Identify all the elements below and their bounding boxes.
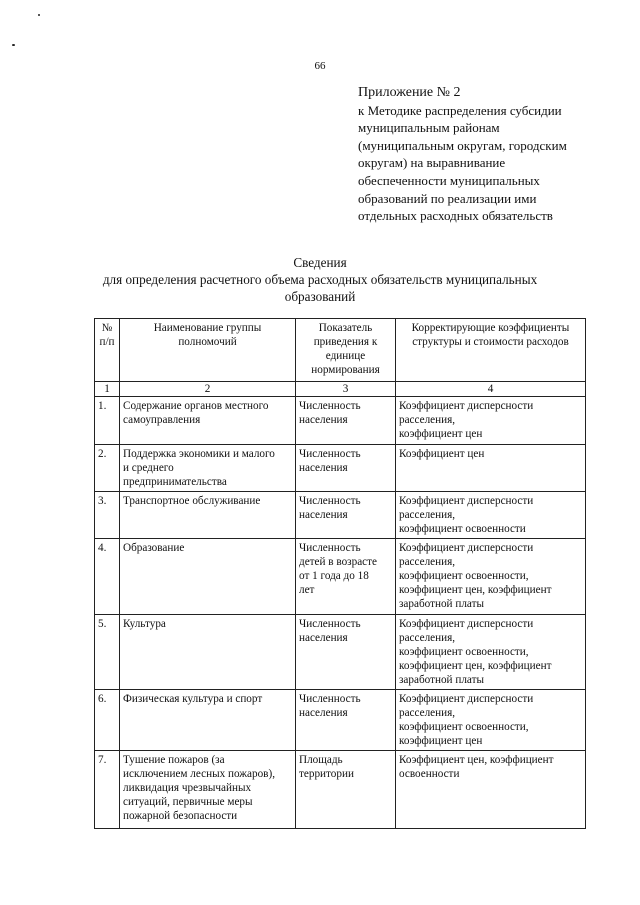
column-number: 1 bbox=[95, 382, 120, 397]
row-indicator: Численность детей в возрасте от 1 года до 18 лет bbox=[296, 539, 396, 615]
header-coefficients: Корректирующие коэффициенты структуры и стоимости расходов bbox=[396, 319, 586, 382]
table-row bbox=[95, 751, 586, 829]
table-row bbox=[95, 445, 586, 492]
row-coefficients: Коэффициент дисперсности расселения, коэффициент цен bbox=[396, 397, 586, 445]
column-number-row bbox=[95, 382, 586, 397]
row-group-name: Образование bbox=[120, 539, 296, 615]
table-row bbox=[95, 397, 586, 445]
appendix-line: к Методике распределения субсидии bbox=[358, 102, 562, 118]
header-num: № п/п bbox=[95, 319, 120, 382]
table-row bbox=[95, 690, 586, 751]
row-number: 3. bbox=[95, 492, 120, 539]
row-indicator: Численность населения bbox=[296, 397, 396, 445]
row-number: 2. bbox=[95, 445, 120, 492]
appendix-line: образований по реализации ими bbox=[358, 190, 537, 206]
column-number: 4 bbox=[396, 382, 586, 397]
row-coefficients: Коэффициент дисперсности расселения, коэффициент освоенности, коэффициент цен, коэффициент заработной платы bbox=[396, 539, 586, 615]
row-group-name: Поддержка экономики и малого и среднего предпринимательства bbox=[120, 445, 296, 492]
data-table bbox=[94, 318, 586, 829]
appendix-line: (муниципальным округам, городским bbox=[358, 137, 567, 153]
row-group-name: Тушение пожаров (за исключением лесных пожаров), ликвидация чрезвычайных ситуаций, первичные меры пожарной безопасности bbox=[120, 751, 296, 829]
appendix-line: обеспеченности муниципальных bbox=[358, 172, 540, 188]
row-number: 4. bbox=[95, 539, 120, 615]
row-indicator: Численность населения bbox=[296, 690, 396, 751]
row-group-name: Содержание органов местного самоуправления bbox=[120, 397, 296, 445]
appendix-line: муниципальным районам bbox=[358, 120, 500, 136]
scan-speck bbox=[38, 14, 40, 16]
heading-title: Сведения bbox=[293, 255, 347, 270]
page-number: 66 bbox=[314, 60, 326, 72]
heading-line: для определения расчетного объема расходных обязательств муниципальных bbox=[102, 272, 538, 287]
row-group-name: Культура bbox=[120, 615, 296, 690]
row-coefficients: Коэффициент дисперсности расселения, коэффициент освоенности, коэффициент цен, коэффициент заработной платы bbox=[396, 615, 586, 690]
table-header-row bbox=[95, 319, 586, 382]
row-coefficients: Коэффициент дисперсности расселения, коэффициент освоенности bbox=[396, 492, 586, 539]
row-indicator: Численность населения bbox=[296, 445, 396, 492]
appendix-line: округам) на выравнивание bbox=[358, 155, 506, 171]
row-indicator: Численность населения bbox=[296, 492, 396, 539]
row-group-name: Транспортное обслуживание bbox=[120, 492, 296, 539]
header-group-name: Наименование группы полномочий bbox=[120, 319, 296, 382]
row-number: 7. bbox=[95, 751, 120, 829]
row-indicator: Площадь территории bbox=[296, 751, 396, 829]
row-coefficients: Коэффициент дисперсности расселения, коэффициент освоенности, коэффициент цен bbox=[396, 690, 586, 751]
header-indicator: Показатель приведения к единице нормирования bbox=[296, 319, 396, 382]
row-number: 1. bbox=[95, 397, 120, 445]
table-row bbox=[95, 539, 586, 615]
heading-line: образований bbox=[284, 289, 356, 304]
column-number: 3 bbox=[296, 382, 396, 397]
row-indicator: Численность населения bbox=[296, 615, 396, 690]
appendix-title: Приложение № 2 bbox=[358, 85, 461, 100]
row-number: 5. bbox=[95, 615, 120, 690]
row-coefficients: Коэффициент цен bbox=[396, 445, 586, 492]
row-number: 6. bbox=[95, 690, 120, 751]
row-coefficients: Коэффициент цен, коэффициент освоенности bbox=[396, 751, 586, 829]
table-row bbox=[95, 492, 586, 539]
appendix-line: отдельных расходных обязательств bbox=[358, 208, 553, 224]
table-row bbox=[95, 615, 586, 690]
document-heading bbox=[0, 254, 640, 305]
scan-speck bbox=[12, 44, 15, 46]
row-group-name: Физическая культура и спорт bbox=[120, 690, 296, 751]
appendix-block bbox=[358, 84, 628, 225]
column-number: 2 bbox=[120, 382, 296, 397]
